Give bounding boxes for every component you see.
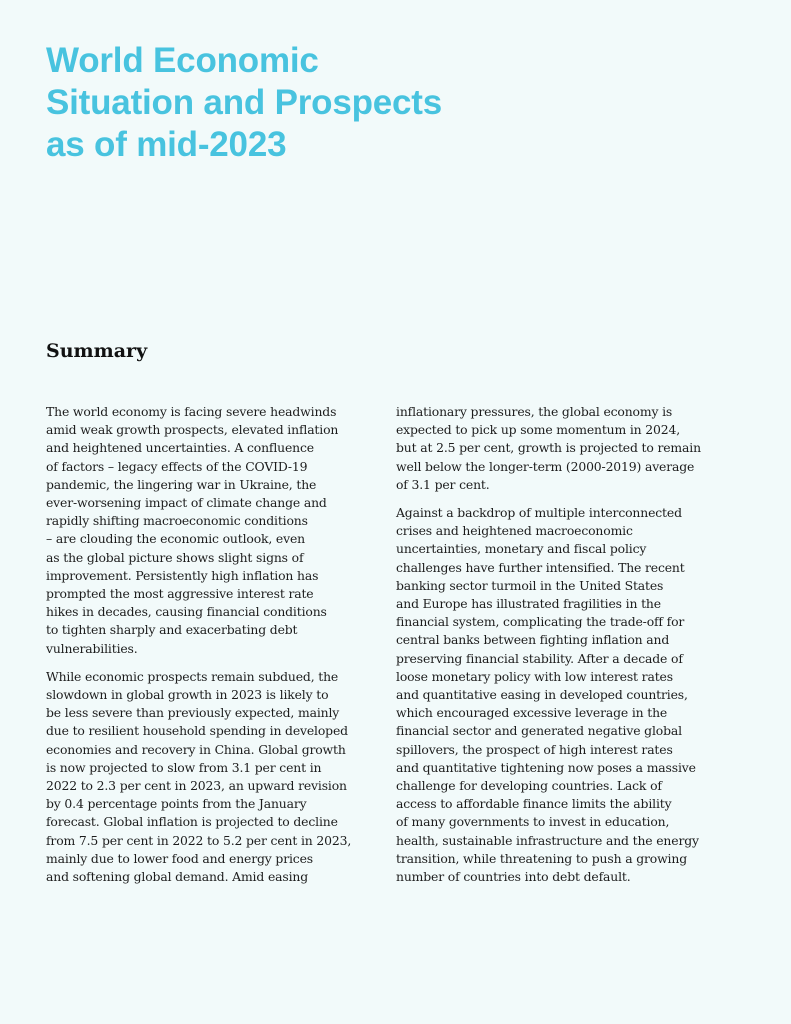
right-column bbox=[396, 403, 716, 896]
text-line: While economic prospects remain subdued, the bbox=[46, 668, 339, 684]
text-line: access to affordable finance limits the ability bbox=[396, 796, 672, 812]
text-line: due to resilient household spending in developed bbox=[46, 723, 348, 739]
text-line: and Europe has illustrated fragilities in the bbox=[396, 596, 661, 612]
text-line: hikes in decades, causing financial conditions bbox=[46, 604, 327, 620]
text-line: financial system, complicating the trade-off for bbox=[396, 614, 685, 630]
text-line: of 3.1 per cent. bbox=[396, 476, 490, 492]
text-line: vulnerabilities. bbox=[46, 640, 138, 656]
text-line: forecast. Global inflation is projected to decline bbox=[46, 814, 338, 830]
left-column bbox=[46, 403, 366, 896]
text-line: amid weak growth prospects, elevated inflation bbox=[46, 422, 339, 438]
text-line: prompted the most aggressive interest rate bbox=[46, 586, 314, 602]
text-line: and quantitative easing in developed countries, bbox=[396, 687, 688, 703]
text-line: improvement. Persistently high inflation has bbox=[46, 567, 319, 583]
text-line: be less severe than previously expected, mainly bbox=[46, 705, 340, 721]
paragraph bbox=[396, 504, 716, 886]
text-line: expected to pick up some momentum in 2024, bbox=[396, 422, 681, 438]
text-line: slowdown in global growth in 2023 is likely to bbox=[46, 687, 329, 703]
text-line: banking sector turmoil in the United States bbox=[396, 577, 664, 593]
title-line: World Economic bbox=[46, 41, 319, 80]
text-line: transition, while threatening to push a growing bbox=[396, 850, 687, 866]
text-line: well below the longer-term (2000-2019) average bbox=[396, 458, 695, 474]
text-line: 2022 to 2.3 per cent in 2023, an upward revision bbox=[46, 778, 347, 794]
text-line: and heightened uncertainties. A confluence bbox=[46, 440, 314, 456]
text-line: spillovers, the prospect of high interest rates bbox=[396, 741, 673, 757]
text-line: loose monetary policy with low interest rates bbox=[396, 668, 673, 684]
text-line: as the global picture shows slight signs of bbox=[46, 549, 304, 565]
text-line: inflationary pressures, the global economy is bbox=[396, 404, 673, 419]
text-line: central banks between fighting inflation and bbox=[396, 632, 670, 648]
text-line: financial sector and generated negative global bbox=[396, 723, 682, 739]
text-line: of factors – legacy effects of the COVID-19 bbox=[46, 458, 308, 474]
text-line: crises and heightened macroeconomic bbox=[396, 523, 633, 539]
text-line: preserving financial stability. After a decade of bbox=[396, 650, 683, 666]
text-line: from 7.5 per cent in 2022 to 5.2 per cent in 2023, bbox=[46, 832, 352, 848]
text-line: and softening global demand. Amid easing bbox=[46, 869, 308, 885]
title-line: as of mid-2023 bbox=[46, 125, 287, 164]
page-title bbox=[46, 40, 442, 166]
text-line: – are clouding the economic outlook, even bbox=[46, 531, 305, 547]
paragraph bbox=[46, 668, 366, 886]
text-line: is now projected to slow from 3.1 per cent in bbox=[46, 759, 322, 775]
paragraph bbox=[396, 403, 716, 494]
text-line: of many governments to invest in education, bbox=[396, 814, 670, 830]
title-line: Situation and Prospects bbox=[46, 83, 443, 122]
text-line: number of countries into debt default. bbox=[396, 869, 631, 885]
text-line: rapidly shifting macroeconomic conditions bbox=[46, 513, 308, 529]
text-line: pandemic, the lingering war in Ukraine, the bbox=[46, 476, 317, 492]
text-line: Against a backdrop of multiple interconnected bbox=[396, 505, 682, 521]
text-line: challenges have further intensified. The recent bbox=[396, 559, 685, 575]
summary-heading: Summary bbox=[46, 340, 148, 362]
text-line: ever-worsening impact of climate change and bbox=[46, 495, 327, 511]
text-line: by 0.4 percentage points from the January bbox=[46, 796, 307, 812]
text-line: mainly due to lower food and energy prices bbox=[46, 850, 313, 866]
text-line: challenge for developing countries. Lack of bbox=[396, 778, 662, 794]
text-line: and quantitative tightening now poses a massive bbox=[396, 759, 696, 775]
text-line: economies and recovery in China. Global growth bbox=[46, 741, 346, 757]
text-line: to tighten sharply and exacerbating debt bbox=[46, 622, 298, 638]
text-line: uncertainties, monetary and fiscal policy bbox=[396, 541, 647, 557]
text-line: but at 2.5 per cent, growth is projected to remain bbox=[396, 440, 701, 456]
paragraph bbox=[46, 403, 366, 658]
text-line: The world economy is facing severe headwinds bbox=[46, 404, 337, 419]
text-line: which encouraged excessive leverage in the bbox=[396, 705, 668, 721]
text-line: health, sustainable infrastructure and the energy bbox=[396, 832, 699, 848]
